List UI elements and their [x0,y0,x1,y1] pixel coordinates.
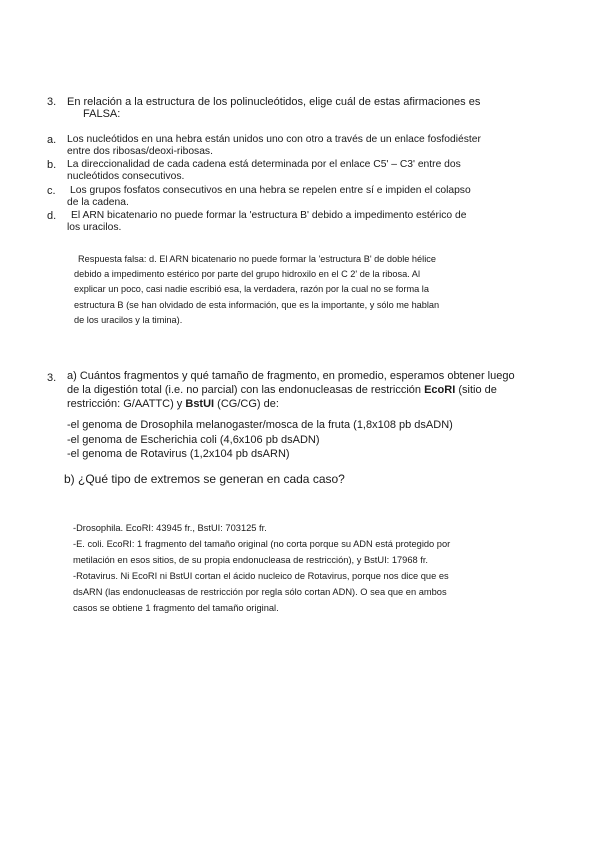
option-d-text [67,210,517,234]
answer-1-line: debido a impedimento estérico por parte del grupo hidroxilo en el C 2' de la ribosa. Al [74,269,420,280]
question-2-part-b: b) ¿Qué tipo de extremos se generan en cada caso? [64,472,345,486]
answer-1-line: explicar un poco, casi nadie escribió esa, la verdadera, razón por la cual no se forma la [74,284,429,295]
question-1-number: 3. [47,96,57,108]
ecori-label: EcoRI [424,384,456,396]
question-1-stem [67,96,519,120]
question-1-stem-line: En relación a la estructura de los polinucleótidos, elige cuál de estas afirmaciones es [67,96,481,108]
genome-item: -el genoma de Escherichia coli (4,6x106 pb dsADN) [67,433,320,446]
answer-2-line: casos se obtiene 1 fragmento del tamaño original. [73,603,279,613]
option-b-text [67,159,517,183]
option-b-letter: b. [47,159,57,171]
answer-2-line: dsARN (las endonucleasas de restricción por regla sólo cortan ADN). O sea que en ambos [73,587,447,597]
answer-2-line: -Rotavirus. Ni EcoRI ni BstUI cortan el ácido nucleico de Rotavirus, porque nos dice que es [73,571,449,581]
answer-2 [73,520,523,616]
option-a-text [67,134,517,158]
genome-item: -el genoma de Drosophila melanogaster/mosca de la fruta (1,8x108 pb dsADN) [67,419,453,431]
option-line: de la cadena. [67,197,129,208]
answer-2-line: -E. coli. EcoRI: 1 fragmento del tamaño original (no corta porque su ADN está protegido por [73,539,451,549]
option-line: Los nucleótidos en una hebra están unidos uno con otro a través de un enlace fosfodiéster [67,134,481,145]
question-2-line: a) Cuántos fragmentos y qué tamaño de fragmento, en promedio, esperamos obtener luego [67,370,515,382]
option-a-letter: a. [47,134,57,146]
question-2-number: 3. [47,372,57,384]
bstui-label: BstUI [185,398,215,410]
answer-1-line: de los uracilos y la timina). [74,314,183,325]
question-1-stem-line: FALSA: [83,108,121,120]
genome-item: -el genoma de Rotavirus (1,2x104 pb dsARN) [67,448,290,460]
option-c-letter: c. [47,185,56,197]
answer-1-line: estructura B (se han olvidado de esta información, que es la importante, y sólo me hablan [74,299,440,310]
question-2-line: restricción: G/AATTC) y BstUI (CG/CG) de: [67,398,279,410]
option-d-letter: d. [47,210,57,222]
answer-1 [74,252,514,328]
answer-2-line: -Drosophila. EcoRI: 43945 fr., BstUI: 703125 fr. [73,523,267,533]
option-c-text [67,185,517,209]
option-line: nucleótidos consecutivos. [67,171,185,182]
option-line: los uracilos. [67,222,122,233]
option-line: La direccionalidad de cada cadena está determinada por el enlace C5' – C3' entre dos [67,159,461,170]
option-line: Los grupos fosfatos consecutivos en una hebra se repelen entre sí e impiden el colapso [70,185,471,196]
answer-1-line: Respuesta falsa: d. El ARN bicatenario no puede formar la 'estructura B' de doble hélice [78,254,436,264]
option-line: entre dos ribosas/deoxi-ribosas. [67,146,213,157]
answer-2-line: metilación en esos sitios, de su propia endonucleasa de restricción), y BstUI: 17968 fr. [73,555,429,565]
question-2-stem [67,369,527,462]
question-2-line: de la digestión total (i.e. no parcial) con las endonucleasas de restricción EcoRI (sitio de [67,384,497,396]
option-line: El ARN bicatenario no puede formar la 'estructura B' debido a impedimento estérico de [71,210,467,221]
